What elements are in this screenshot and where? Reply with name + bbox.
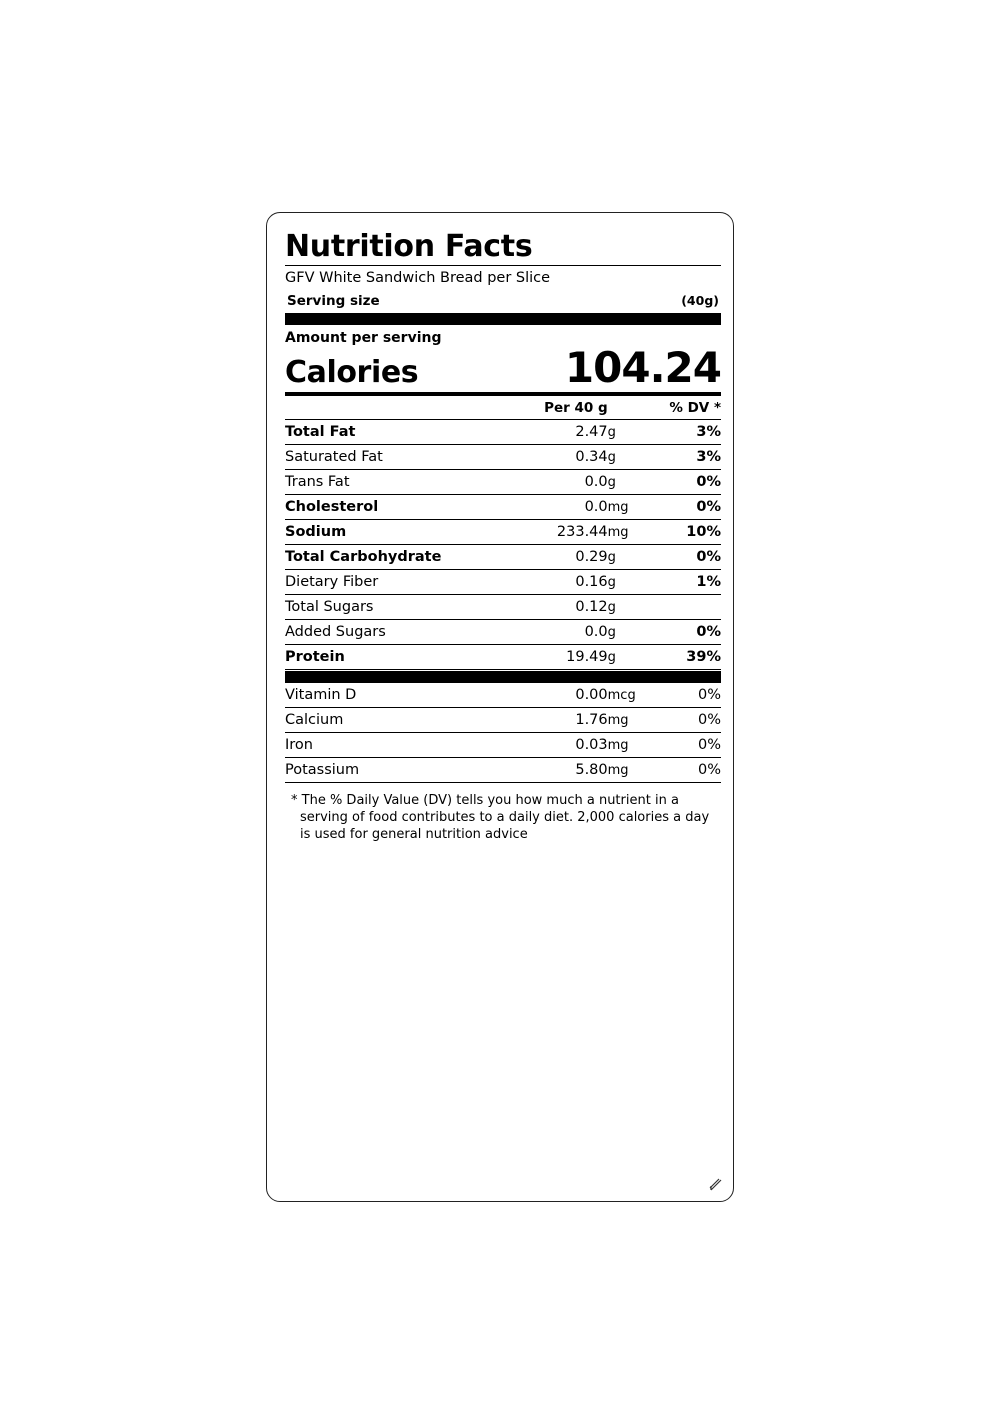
header-dv: % DV * [660, 396, 721, 420]
section-divider-bar [285, 671, 721, 683]
nutrient-value: 0.0 [503, 619, 608, 644]
nutrient-daily-value: 3% [660, 419, 721, 444]
table-row [285, 619, 721, 644]
table-row [285, 419, 721, 444]
micronutrient-name: Vitamin D [285, 683, 503, 708]
micronutrient-table-body [285, 683, 721, 783]
header-unit [608, 396, 660, 420]
nutrient-name: Trans Fat [285, 469, 503, 494]
serving-size-value: (40g) [681, 292, 719, 308]
nutrient-unit: g [608, 619, 660, 644]
table-row [285, 544, 721, 569]
nutrient-value: 233.44 [503, 519, 608, 544]
micronutrient-unit: mcg [608, 683, 660, 708]
micronutrient-value: 1.76 [503, 707, 608, 732]
micronutrient-unit: mg [608, 732, 660, 757]
calories-label: Calories [285, 355, 419, 391]
table-row [285, 444, 721, 469]
nutrition-label [285, 231, 721, 843]
table-row [285, 569, 721, 594]
micronutrient-daily-value: 0% [660, 732, 721, 757]
nutrient-value: 0.0 [503, 469, 608, 494]
nutrient-name: Total Fat [285, 419, 503, 444]
nutrient-unit: g [608, 469, 660, 494]
micronutrient-unit: mg [608, 757, 660, 782]
nutrition-facts-panel [266, 212, 734, 1202]
micronutrient-unit: mg [608, 707, 660, 732]
nutrient-daily-value: 3% [660, 444, 721, 469]
micronutrient-name: Iron [285, 732, 503, 757]
calories-row [285, 342, 721, 396]
product-subtitle: GFV White Sandwich Bread per Slice [285, 269, 551, 286]
nutrient-daily-value [660, 594, 721, 619]
micronutrient-value: 0.00 [503, 683, 608, 708]
serving-size-row [285, 290, 721, 325]
table-row [285, 594, 721, 619]
nutrient-value: 0.12 [503, 594, 608, 619]
nutrient-value: 2.47 [503, 419, 608, 444]
micronutrient-daily-value: 0% [660, 683, 721, 708]
nutrient-unit: g [608, 419, 660, 444]
nutrient-name: Cholesterol [285, 494, 503, 519]
nutrient-unit: g [608, 444, 660, 469]
nutrient-name: Dietary Fiber [285, 569, 503, 594]
nutrient-name: Saturated Fat [285, 444, 503, 469]
resize-corner-icon[interactable] [708, 1177, 724, 1193]
micronutrient-name: Potassium [285, 757, 503, 782]
nutrient-value: 0.34 [503, 444, 608, 469]
micronutrient-daily-value: 0% [660, 707, 721, 732]
nutrient-daily-value: 1% [660, 569, 721, 594]
page-title: Nutrition Facts [285, 231, 721, 266]
micronutrient-value: 0.03 [503, 732, 608, 757]
nutrient-value: 0.29 [503, 544, 608, 569]
table-header-row [285, 396, 721, 420]
table-row [285, 644, 721, 669]
nutrient-value: 0.16 [503, 569, 608, 594]
nutrient-daily-value: 0% [660, 619, 721, 644]
nutrient-unit: mg [608, 494, 660, 519]
table-row [285, 707, 721, 732]
nutrient-name: Total Sugars [285, 594, 503, 619]
nutrient-unit: g [608, 594, 660, 619]
header-amount: Per 40 g [503, 396, 608, 420]
nutrient-unit: g [608, 569, 660, 594]
nutrient-name: Sodium [285, 519, 503, 544]
micronutrient-name: Calcium [285, 707, 503, 732]
nutrient-table [285, 396, 721, 670]
nutrient-daily-value: 0% [660, 469, 721, 494]
calories-value: 104.24 [564, 342, 721, 392]
daily-value-footnote: * The % Daily Value (DV) tells you how much a nutrient in a serving of food contributes to a daily diet. 2,000 calories a day is used for general nutrition advice [291, 792, 710, 843]
nutrient-daily-value: 10% [660, 519, 721, 544]
nutrient-unit: g [608, 644, 660, 669]
nutrient-name: Added Sugars [285, 619, 503, 644]
nutrient-daily-value: 0% [660, 544, 721, 569]
amount-per-serving-label: Amount per serving [285, 329, 442, 346]
table-row [285, 519, 721, 544]
table-row [285, 683, 721, 708]
serving-size-label: Serving size [287, 292, 380, 309]
micronutrient-table [285, 683, 721, 783]
table-row [285, 494, 721, 519]
nutrient-unit: g [608, 544, 660, 569]
micronutrient-value: 5.80 [503, 757, 608, 782]
nutrient-unit: mg [608, 519, 660, 544]
nutrient-table-body [285, 396, 721, 670]
nutrient-name: Protein [285, 644, 503, 669]
nutrient-name: Total Carbohydrate [285, 544, 503, 569]
nutrient-value: 0.0 [503, 494, 608, 519]
nutrient-value: 19.49 [503, 644, 608, 669]
table-row [285, 469, 721, 494]
table-row [285, 757, 721, 782]
table-row [285, 732, 721, 757]
header-blank [285, 396, 503, 420]
nutrient-daily-value: 39% [660, 644, 721, 669]
micronutrient-daily-value: 0% [660, 757, 721, 782]
nutrient-daily-value: 0% [660, 494, 721, 519]
